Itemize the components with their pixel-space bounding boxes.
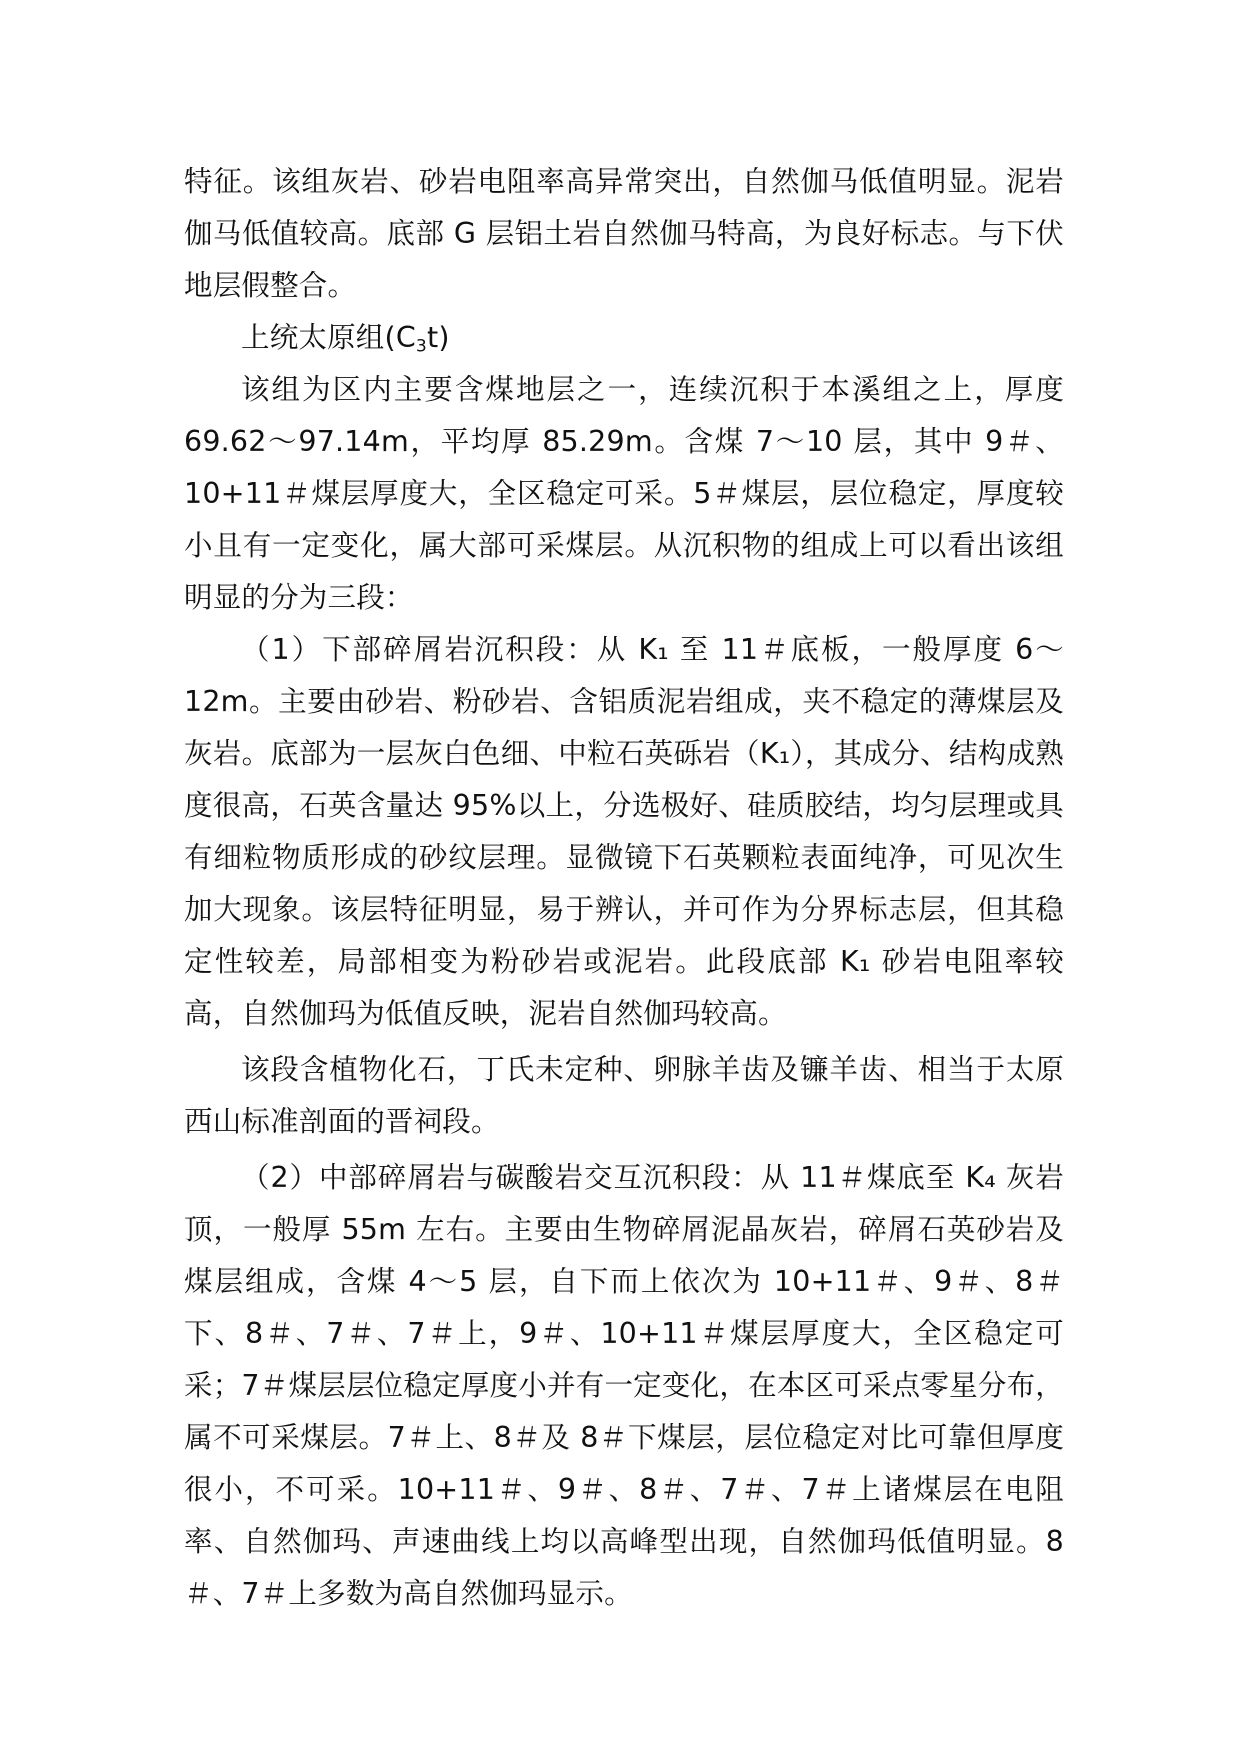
heading-text: 上统太原组(C	[241, 321, 416, 354]
section-heading	[184, 312, 1064, 364]
paragraph-middle-section: （2）中部碎屑岩与碳酸岩交互沉积段：从 11＃煤底至 K₄ 灰岩顶，一般厚 55m 左右。主要由生物碎屑泥晶灰岩，碎屑石英砂岩及煤层组成，含煤 4～5 层，自下而上依次为 10+11＃、9＃、8＃下、8＃、7＃、7＃上，9＃、10+11＃煤层厚度大，全区稳定可采；7＃煤层层位稳定厚度小并有一定变化，在本区可采点零星分布，属不可采煤层。7＃上、8＃及 8＃下煤层，层位稳定对比可靠但厚度很小，不可采。10+11＃、9＃、8＃、7＃、7＃上诸煤层在电阻率、自然伽玛、声速曲线上均以高峰型出现，自然伽玛低值明显。8＃、7＃上多数为高自然伽玛显示。	[184, 1161, 1064, 1610]
paragraph-lower-section: （1）下部碎屑岩沉积段：从 K₁ 至 11＃底板，一般厚度 6～12m。主要由砂岩、粉砂岩、含铝质泥岩组成，夹不稳定的薄煤层及灰岩。底部为一层灰白色细、中粒石英砾岩（K₁），其成分、结构成熟度很高，石英含量达 95%以上，分选极好、硅质胶结，均匀层理或具有细粒物质形成的砂纹层理。显微镜下石英颗粒表面纯净，可见次生加大现象。该层特征明显，易于辨认，并可作为分界标志层，但其稳定性较差，局部相变为粉砂岩或泥岩。此段底部 K₁ 砂岩电阻率较高，自然伽玛为低值反映，泥岩自然伽玛较高。	[184, 633, 1064, 1030]
paragraph-overview: 该组为区内主要含煤地层之一，连续沉积于本溪组之上，厚度 69.62～97.14m，平均厚 85.29m。含煤 7～10 层，其中 9＃、10+11＃煤层厚度大，全区稳定可采。5＃煤层，层位稳定，厚度较小且有一定变化，属大部可采煤层。从沉积物的组成上可以看出该组明显的分为三段：	[184, 373, 1064, 614]
document-body	[184, 156, 1064, 1620]
heading-text-end: t)	[427, 321, 450, 354]
paragraph-continuation: 特征。该组灰岩、砂岩电阻率高异常突出，自然伽马低值明显。泥岩伽马低值较高。底部 G 层铝土岩自然伽马特高，为良好标志。与下伏地层假整合。	[184, 165, 1064, 302]
heading-subscript: 3	[415, 336, 427, 357]
paragraph-fossils: 该段含植物化石，丁氏未定种、卵脉羊齿及镰羊齿、相当于太原西山标准剖面的晋祠段。	[184, 1053, 1064, 1138]
